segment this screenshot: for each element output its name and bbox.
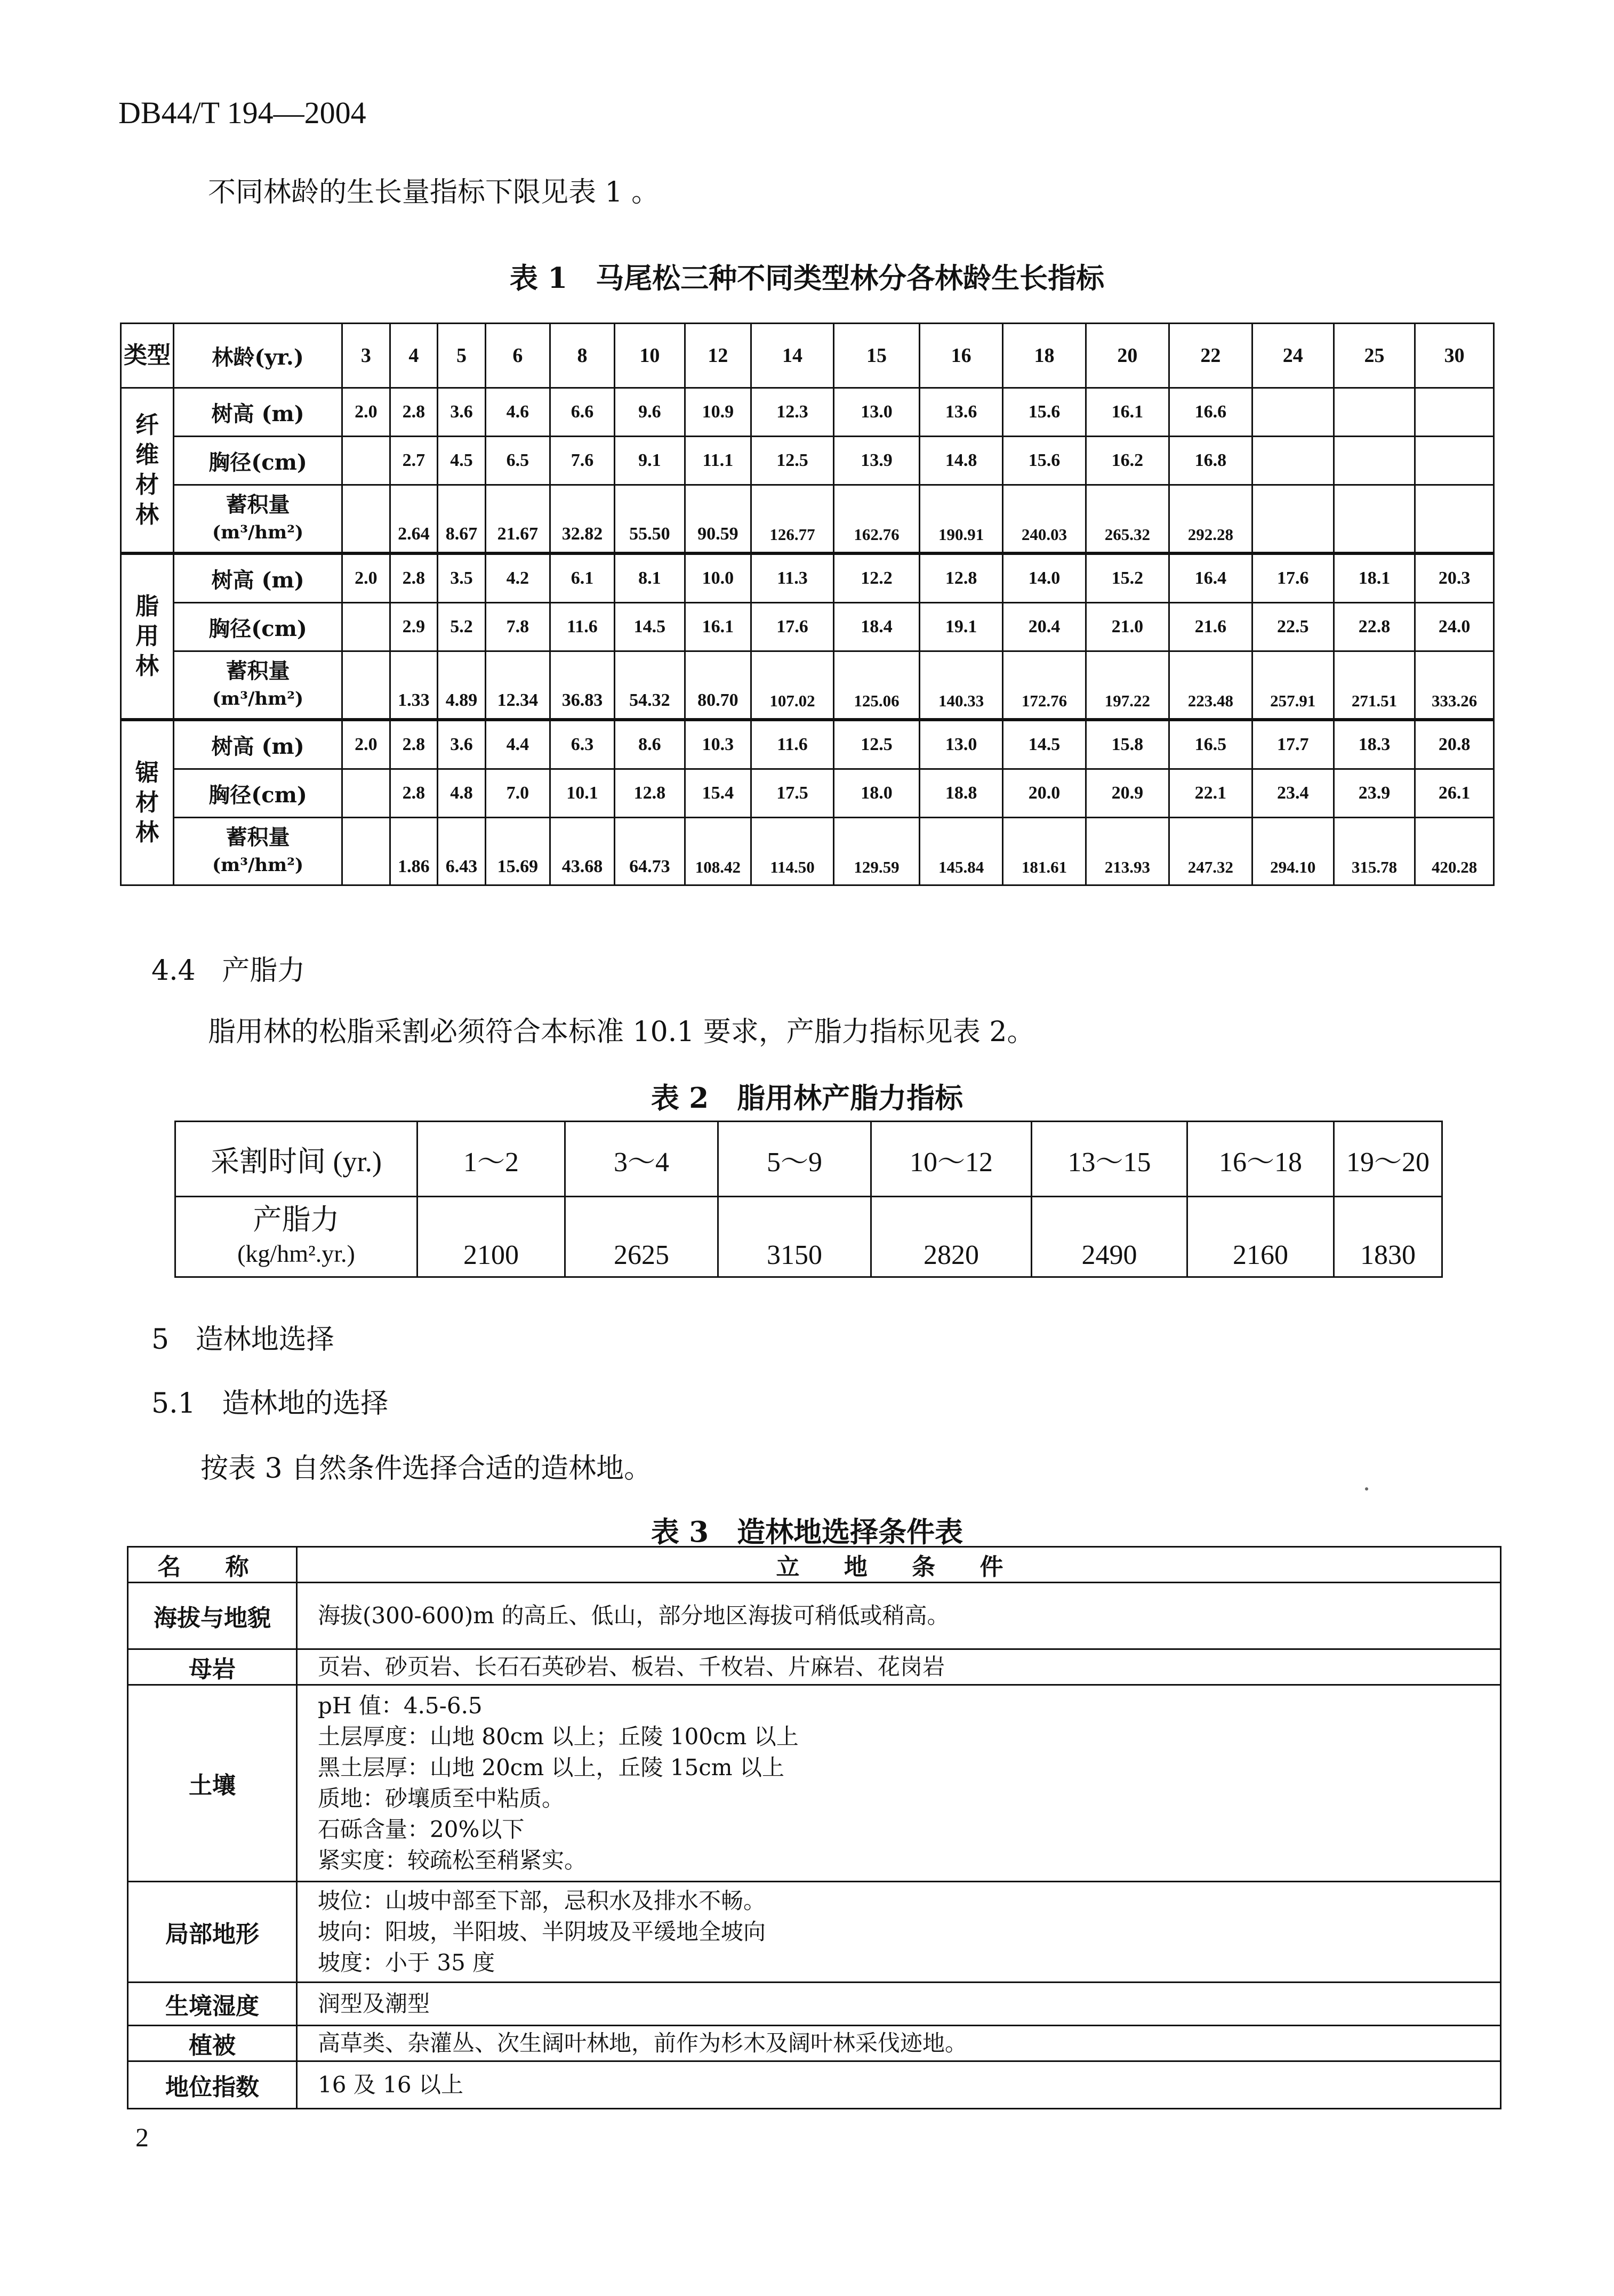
condition-line: 坡向：阳坡，半阳坡、半阴坡及平缓地全坡向 — [318, 1919, 766, 1945]
value-cell: 55.50 — [615, 485, 685, 554]
value-cell: 15.69 — [485, 818, 550, 885]
value-cell: 3.6 — [438, 388, 486, 437]
site-factor-name: 生境湿度 — [128, 1983, 297, 2026]
indicator-name: 蓄积量 — [226, 658, 290, 683]
indicator-name: 树高 (m) — [211, 734, 304, 759]
document-code: DB44/T 194—2004 — [118, 95, 366, 130]
intro-paragraph: 不同林龄的生长量指标下限见表 1 。 — [208, 176, 660, 208]
value-cell: 9.1 — [615, 437, 685, 485]
age-cell: 20 — [1086, 324, 1169, 388]
forest-type-cell — [121, 388, 174, 554]
value-cell: 12.5 — [751, 437, 834, 485]
value-cell — [1252, 437, 1334, 485]
value-cell — [342, 485, 390, 554]
age-header: 林龄(yr.) — [174, 324, 342, 388]
value-cell — [1334, 388, 1415, 437]
forest-type-label: 锯材林 — [135, 759, 159, 846]
value-cell: 16.5 — [1169, 720, 1252, 769]
period-cell: 10～12 — [871, 1122, 1032, 1197]
value-cell: 14.0 — [1003, 553, 1086, 603]
period-cell: 13～15 — [1032, 1122, 1187, 1197]
resin-yield-label-main: 产脂力 — [253, 1204, 340, 1236]
value-cell: 8.6 — [615, 720, 685, 769]
value-cell: 2.0 — [342, 388, 390, 437]
forest-type-cell — [121, 720, 174, 885]
age-cell: 24 — [1252, 324, 1334, 388]
value-cell: 2.7 — [390, 437, 438, 485]
value-cell: 11.1 — [685, 437, 751, 485]
period-cell: 1～2 — [417, 1122, 565, 1197]
value-cell: 14.8 — [920, 437, 1003, 485]
value-cell: 10.3 — [685, 720, 751, 769]
value-cell: 9.6 — [615, 388, 685, 437]
resin-yield-unit: (kg/hm².yr.) — [237, 1240, 355, 1267]
value-cell: 21.6 — [1169, 603, 1252, 651]
value-cell — [342, 437, 390, 485]
value-cell: 17.6 — [751, 603, 834, 651]
value-cell: 292.28 — [1169, 485, 1252, 554]
value-cell: 1.33 — [390, 651, 438, 720]
forest-type-label: 脂用林 — [135, 593, 159, 680]
value-cell: 17.7 — [1252, 720, 1334, 769]
value-cell: 16.6 — [1169, 388, 1252, 437]
condition-line: 土层厚度：山地 80cm 以上；丘陵 100cm 以上 — [318, 1723, 799, 1750]
value-cell: 21.0 — [1086, 603, 1169, 651]
condition-line: 页岩、砂页岩、长石石英砂岩、板岩、千枚岩、片麻岩、花岗岩 — [318, 1654, 945, 1680]
value-cell: 18.0 — [833, 769, 919, 818]
value-cell: 140.33 — [920, 651, 1003, 720]
site-factor-name: 土壤 — [128, 1685, 297, 1882]
age-cell: 3 — [342, 324, 390, 388]
value-cell — [1415, 388, 1494, 437]
value-cell: 18.8 — [920, 769, 1003, 818]
value-cell: 12.34 — [485, 651, 550, 720]
value-cell: 2.0 — [342, 553, 390, 603]
value-cell: 16.1 — [1086, 388, 1169, 437]
age-cell: 6 — [485, 324, 550, 388]
site-factor-name: 地位指数 — [128, 2061, 297, 2109]
indicator-label — [174, 485, 342, 554]
value-cell: 2.8 — [390, 553, 438, 603]
site-factor-name: 局部地形 — [128, 1882, 297, 1983]
section-number: 5 — [151, 1324, 170, 1356]
site-condition — [297, 1583, 1501, 1649]
yield-cell: 2490 — [1032, 1197, 1187, 1277]
value-cell: 145.84 — [920, 818, 1003, 885]
age-cell: 22 — [1169, 324, 1252, 388]
value-cell: 190.91 — [920, 485, 1003, 554]
value-cell: 16.4 — [1169, 553, 1252, 603]
yield-cell: 2100 — [417, 1197, 565, 1277]
value-cell: 12.8 — [920, 553, 1003, 603]
age-cell: 12 — [685, 324, 751, 388]
age-cell: 30 — [1415, 324, 1494, 388]
section-title: 造林地的选择 — [222, 1388, 389, 1420]
indicator-name: 胸径(cm) — [208, 449, 307, 475]
site-condition — [297, 1685, 1501, 1882]
value-cell: 23.4 — [1252, 769, 1334, 818]
value-cell: 257.91 — [1252, 651, 1334, 720]
section-5-heading — [151, 1317, 334, 1357]
condition-line: 高草类、杂灌丛、次生阔叶林地，前作为杉木及阔叶林采伐迹地。 — [318, 2030, 968, 2056]
value-cell: 420.28 — [1415, 818, 1494, 885]
value-cell: 17.6 — [1252, 553, 1334, 603]
value-cell: 22.8 — [1334, 603, 1415, 651]
indicator-name: 胸径(cm) — [208, 782, 307, 808]
condition-line: 坡度：小于 35 度 — [318, 1949, 495, 1976]
value-cell: 271.51 — [1334, 651, 1415, 720]
value-cell: 126.77 — [751, 485, 834, 554]
value-cell: 14.5 — [1003, 720, 1086, 769]
indicator-label — [174, 437, 342, 485]
age-cell: 14 — [751, 324, 834, 388]
yield-cell: 1830 — [1334, 1197, 1442, 1277]
value-cell: 107.02 — [751, 651, 834, 720]
section-number: 4.4 — [151, 955, 196, 987]
age-cell: 4 — [390, 324, 438, 388]
site-condition — [297, 1983, 1501, 2026]
age-cell: 18 — [1003, 324, 1086, 388]
value-cell: 181.61 — [1003, 818, 1086, 885]
value-cell: 2.8 — [390, 388, 438, 437]
indicator-name: 胸径(cm) — [208, 616, 307, 641]
age-cell: 10 — [615, 324, 685, 388]
value-cell: 10.0 — [685, 553, 751, 603]
value-cell: 13.0 — [833, 388, 919, 437]
value-cell: 20.4 — [1003, 603, 1086, 651]
value-cell: 172.76 — [1003, 651, 1086, 720]
condition-line: 16 及 16 以上 — [318, 2072, 463, 2098]
indicator-label — [174, 720, 342, 769]
indicator-label — [174, 603, 342, 651]
value-cell: 7.0 — [485, 769, 550, 818]
value-cell — [1415, 437, 1494, 485]
value-cell: 13.6 — [920, 388, 1003, 437]
value-cell: 333.26 — [1415, 651, 1494, 720]
value-cell: 20.0 — [1003, 769, 1086, 818]
value-cell: 15.2 — [1086, 553, 1169, 603]
site-factor-name: 母岩 — [128, 1649, 297, 1685]
condition-line: 紧实度：较疏松至稍紧实。 — [318, 1847, 587, 1873]
value-cell: 80.70 — [685, 651, 751, 720]
indicator-name: 树高 (m) — [211, 567, 304, 593]
value-cell: 125.06 — [833, 651, 919, 720]
value-cell: 3.5 — [438, 553, 486, 603]
value-cell: 20.9 — [1086, 769, 1169, 818]
value-cell: 4.89 — [438, 651, 486, 720]
value-cell: 7.8 — [485, 603, 550, 651]
age-cell: 25 — [1334, 324, 1415, 388]
value-cell: 18.3 — [1334, 720, 1415, 769]
col-header-conditions: 立 地 条 件 — [297, 1547, 1501, 1583]
value-cell — [1415, 485, 1494, 554]
forest-type-label: 纤维材林 — [135, 412, 159, 528]
scan-speck — [1365, 1487, 1368, 1491]
indicator-label — [174, 388, 342, 437]
value-cell: 12.8 — [615, 769, 685, 818]
tapping-period-label: 采割时间 (yr.) — [175, 1122, 417, 1197]
indicator-label — [174, 818, 342, 885]
condition-line: 质地：砂壤质至中粘质。 — [318, 1785, 565, 1811]
value-cell: 22.1 — [1169, 769, 1252, 818]
site-factor-name: 海拔与地貌 — [128, 1583, 297, 1649]
value-cell: 16.1 — [685, 603, 751, 651]
value-cell: 16.2 — [1086, 437, 1169, 485]
indicator-name: 蓄积量 — [226, 825, 290, 850]
value-cell: 2.64 — [390, 485, 438, 554]
site-condition — [297, 2026, 1501, 2061]
value-cell: 13.0 — [920, 720, 1003, 769]
value-cell: 20.8 — [1415, 720, 1494, 769]
indicator-name: 蓄积量 — [226, 492, 290, 517]
value-cell — [342, 818, 390, 885]
value-cell: 15.6 — [1003, 388, 1086, 437]
yield-cell: 2160 — [1187, 1197, 1334, 1277]
value-cell: 162.76 — [833, 485, 919, 554]
value-cell — [1252, 388, 1334, 437]
age-cell: 16 — [920, 324, 1003, 388]
resin-yield-label — [175, 1197, 417, 1277]
value-cell: 64.73 — [615, 818, 685, 885]
value-cell: 10.9 — [685, 388, 751, 437]
value-cell: 1.86 — [390, 818, 438, 885]
value-cell: 43.68 — [550, 818, 614, 885]
page-number: 2 — [135, 2122, 149, 2152]
period-cell: 16～18 — [1187, 1122, 1334, 1197]
value-cell — [342, 651, 390, 720]
growth-index-table — [120, 323, 1495, 886]
value-cell: 8.67 — [438, 485, 486, 554]
value-cell: 108.42 — [685, 818, 751, 885]
value-cell: 2.8 — [390, 769, 438, 818]
value-cell: 12.5 — [833, 720, 919, 769]
value-cell: 11.6 — [550, 603, 614, 651]
value-cell: 11.6 — [751, 720, 834, 769]
value-cell: 54.32 — [615, 651, 685, 720]
value-cell: 17.5 — [751, 769, 834, 818]
value-cell: 315.78 — [1334, 818, 1415, 885]
indicator-label — [174, 553, 342, 603]
site-factor-name: 植被 — [128, 2026, 297, 2061]
condition-line: 坡位：山坡中部至下部，忌积水及排水不畅。 — [318, 1888, 766, 1914]
section-title: 造林地选择 — [195, 1324, 334, 1356]
indicator-unit: (m³/hm²) — [212, 688, 304, 710]
section-title: 产脂力 — [222, 955, 306, 987]
value-cell: 4.5 — [438, 437, 486, 485]
value-cell: 6.5 — [485, 437, 550, 485]
value-cell: 10.1 — [550, 769, 614, 818]
value-cell — [342, 769, 390, 818]
value-cell: 4.2 — [485, 553, 550, 603]
yield-cell: 2820 — [871, 1197, 1032, 1277]
value-cell — [342, 603, 390, 651]
value-cell: 265.32 — [1086, 485, 1169, 554]
value-cell: 6.43 — [438, 818, 486, 885]
value-cell: 5.2 — [438, 603, 486, 651]
value-cell: 3.6 — [438, 720, 486, 769]
site-condition — [297, 2061, 1501, 2109]
value-cell: 12.3 — [751, 388, 834, 437]
value-cell: 2.8 — [390, 720, 438, 769]
value-cell: 129.59 — [833, 818, 919, 885]
value-cell: 240.03 — [1003, 485, 1086, 554]
forest-type-cell — [121, 553, 174, 720]
indicator-label — [174, 769, 342, 818]
value-cell: 2.0 — [342, 720, 390, 769]
value-cell: 26.1 — [1415, 769, 1494, 818]
indicator-unit: (m³/hm²) — [212, 522, 304, 543]
condition-line: 海拔(300-600)m 的高丘、低山，部分地区海拔可稍低或稍高。 — [318, 1602, 950, 1629]
value-cell — [1334, 485, 1415, 554]
value-cell: 32.82 — [550, 485, 614, 554]
value-cell: 15.4 — [685, 769, 751, 818]
value-cell: 4.4 — [485, 720, 550, 769]
indicator-label — [174, 651, 342, 720]
value-cell: 90.59 — [685, 485, 751, 554]
value-cell: 36.83 — [550, 651, 614, 720]
site-selection-table — [127, 1546, 1501, 2109]
para-4-4: 脂用林的松脂采割必须符合本标准 10.1 要求，产脂力指标见表 2。 — [208, 1016, 1035, 1048]
indicator-unit: (m³/hm²) — [212, 855, 304, 876]
indicator-name: 树高 (m) — [211, 401, 304, 426]
value-cell: 14.5 — [615, 603, 685, 651]
value-cell: 24.0 — [1415, 603, 1494, 651]
value-cell: 294.10 — [1252, 818, 1334, 885]
condition-line: pH 值：4.5-6.5 — [318, 1693, 483, 1719]
value-cell: 223.48 — [1169, 651, 1252, 720]
value-cell: 6.1 — [550, 553, 614, 603]
value-cell: 4.6 — [485, 388, 550, 437]
condition-line: 润型及潮型 — [318, 1991, 430, 2017]
age-cell: 15 — [833, 324, 919, 388]
value-cell — [1252, 485, 1334, 554]
value-cell: 197.22 — [1086, 651, 1169, 720]
type-header-cell — [121, 324, 174, 388]
value-cell: 22.5 — [1252, 603, 1334, 651]
value-cell: 4.8 — [438, 769, 486, 818]
value-cell: 16.8 — [1169, 437, 1252, 485]
value-cell: 247.32 — [1169, 818, 1252, 885]
period-cell: 19～20 — [1334, 1122, 1442, 1197]
type-header: 类型 — [124, 342, 171, 369]
value-cell: 6.3 — [550, 720, 614, 769]
site-condition — [297, 1882, 1501, 1983]
section-5-1-heading — [151, 1381, 388, 1421]
table1-caption: 表 1 马尾松三种不同类型林分各林龄生长指标 — [509, 262, 1105, 295]
value-cell: 12.2 — [833, 553, 919, 603]
condition-line: 黑土层厚：山地 20cm 以上，丘陵 15cm 以上 — [318, 1754, 784, 1781]
period-cell: 5～9 — [718, 1122, 871, 1197]
yield-cell: 3150 — [718, 1197, 871, 1277]
site-condition — [297, 1649, 1501, 1685]
period-cell: 3～4 — [565, 1122, 718, 1197]
para-5-1: 按表 3 自然条件选择合适的造林地。 — [200, 1453, 652, 1485]
value-cell: 6.6 — [550, 388, 614, 437]
condition-line: 石砾含量：20%以下 — [318, 1816, 525, 1842]
section-number: 5.1 — [151, 1388, 196, 1420]
yield-cell: 2625 — [565, 1197, 718, 1277]
value-cell — [1334, 437, 1415, 485]
value-cell: 21.67 — [485, 485, 550, 554]
value-cell: 20.3 — [1415, 553, 1494, 603]
value-cell: 18.4 — [833, 603, 919, 651]
value-cell: 2.9 — [390, 603, 438, 651]
value-cell: 114.50 — [751, 818, 834, 885]
value-cell: 13.9 — [833, 437, 919, 485]
value-cell: 7.6 — [550, 437, 614, 485]
col-header-name: 名 称 — [128, 1547, 297, 1583]
value-cell: 18.1 — [1334, 553, 1415, 603]
value-cell: 15.6 — [1003, 437, 1086, 485]
value-cell: 19.1 — [920, 603, 1003, 651]
section-4-4-heading — [151, 948, 305, 988]
table2-caption: 表 2 脂用林产脂力指标 — [651, 1082, 963, 1115]
table3-caption: 表 3 造林地选择条件表 — [651, 1516, 963, 1549]
age-cell: 5 — [438, 324, 486, 388]
value-cell: 8.1 — [615, 553, 685, 603]
value-cell: 11.3 — [751, 553, 834, 603]
value-cell: 213.93 — [1086, 818, 1169, 885]
age-cell: 8 — [550, 324, 614, 388]
value-cell: 15.8 — [1086, 720, 1169, 769]
value-cell: 23.9 — [1334, 769, 1415, 818]
resin-yield-table — [174, 1121, 1443, 1278]
